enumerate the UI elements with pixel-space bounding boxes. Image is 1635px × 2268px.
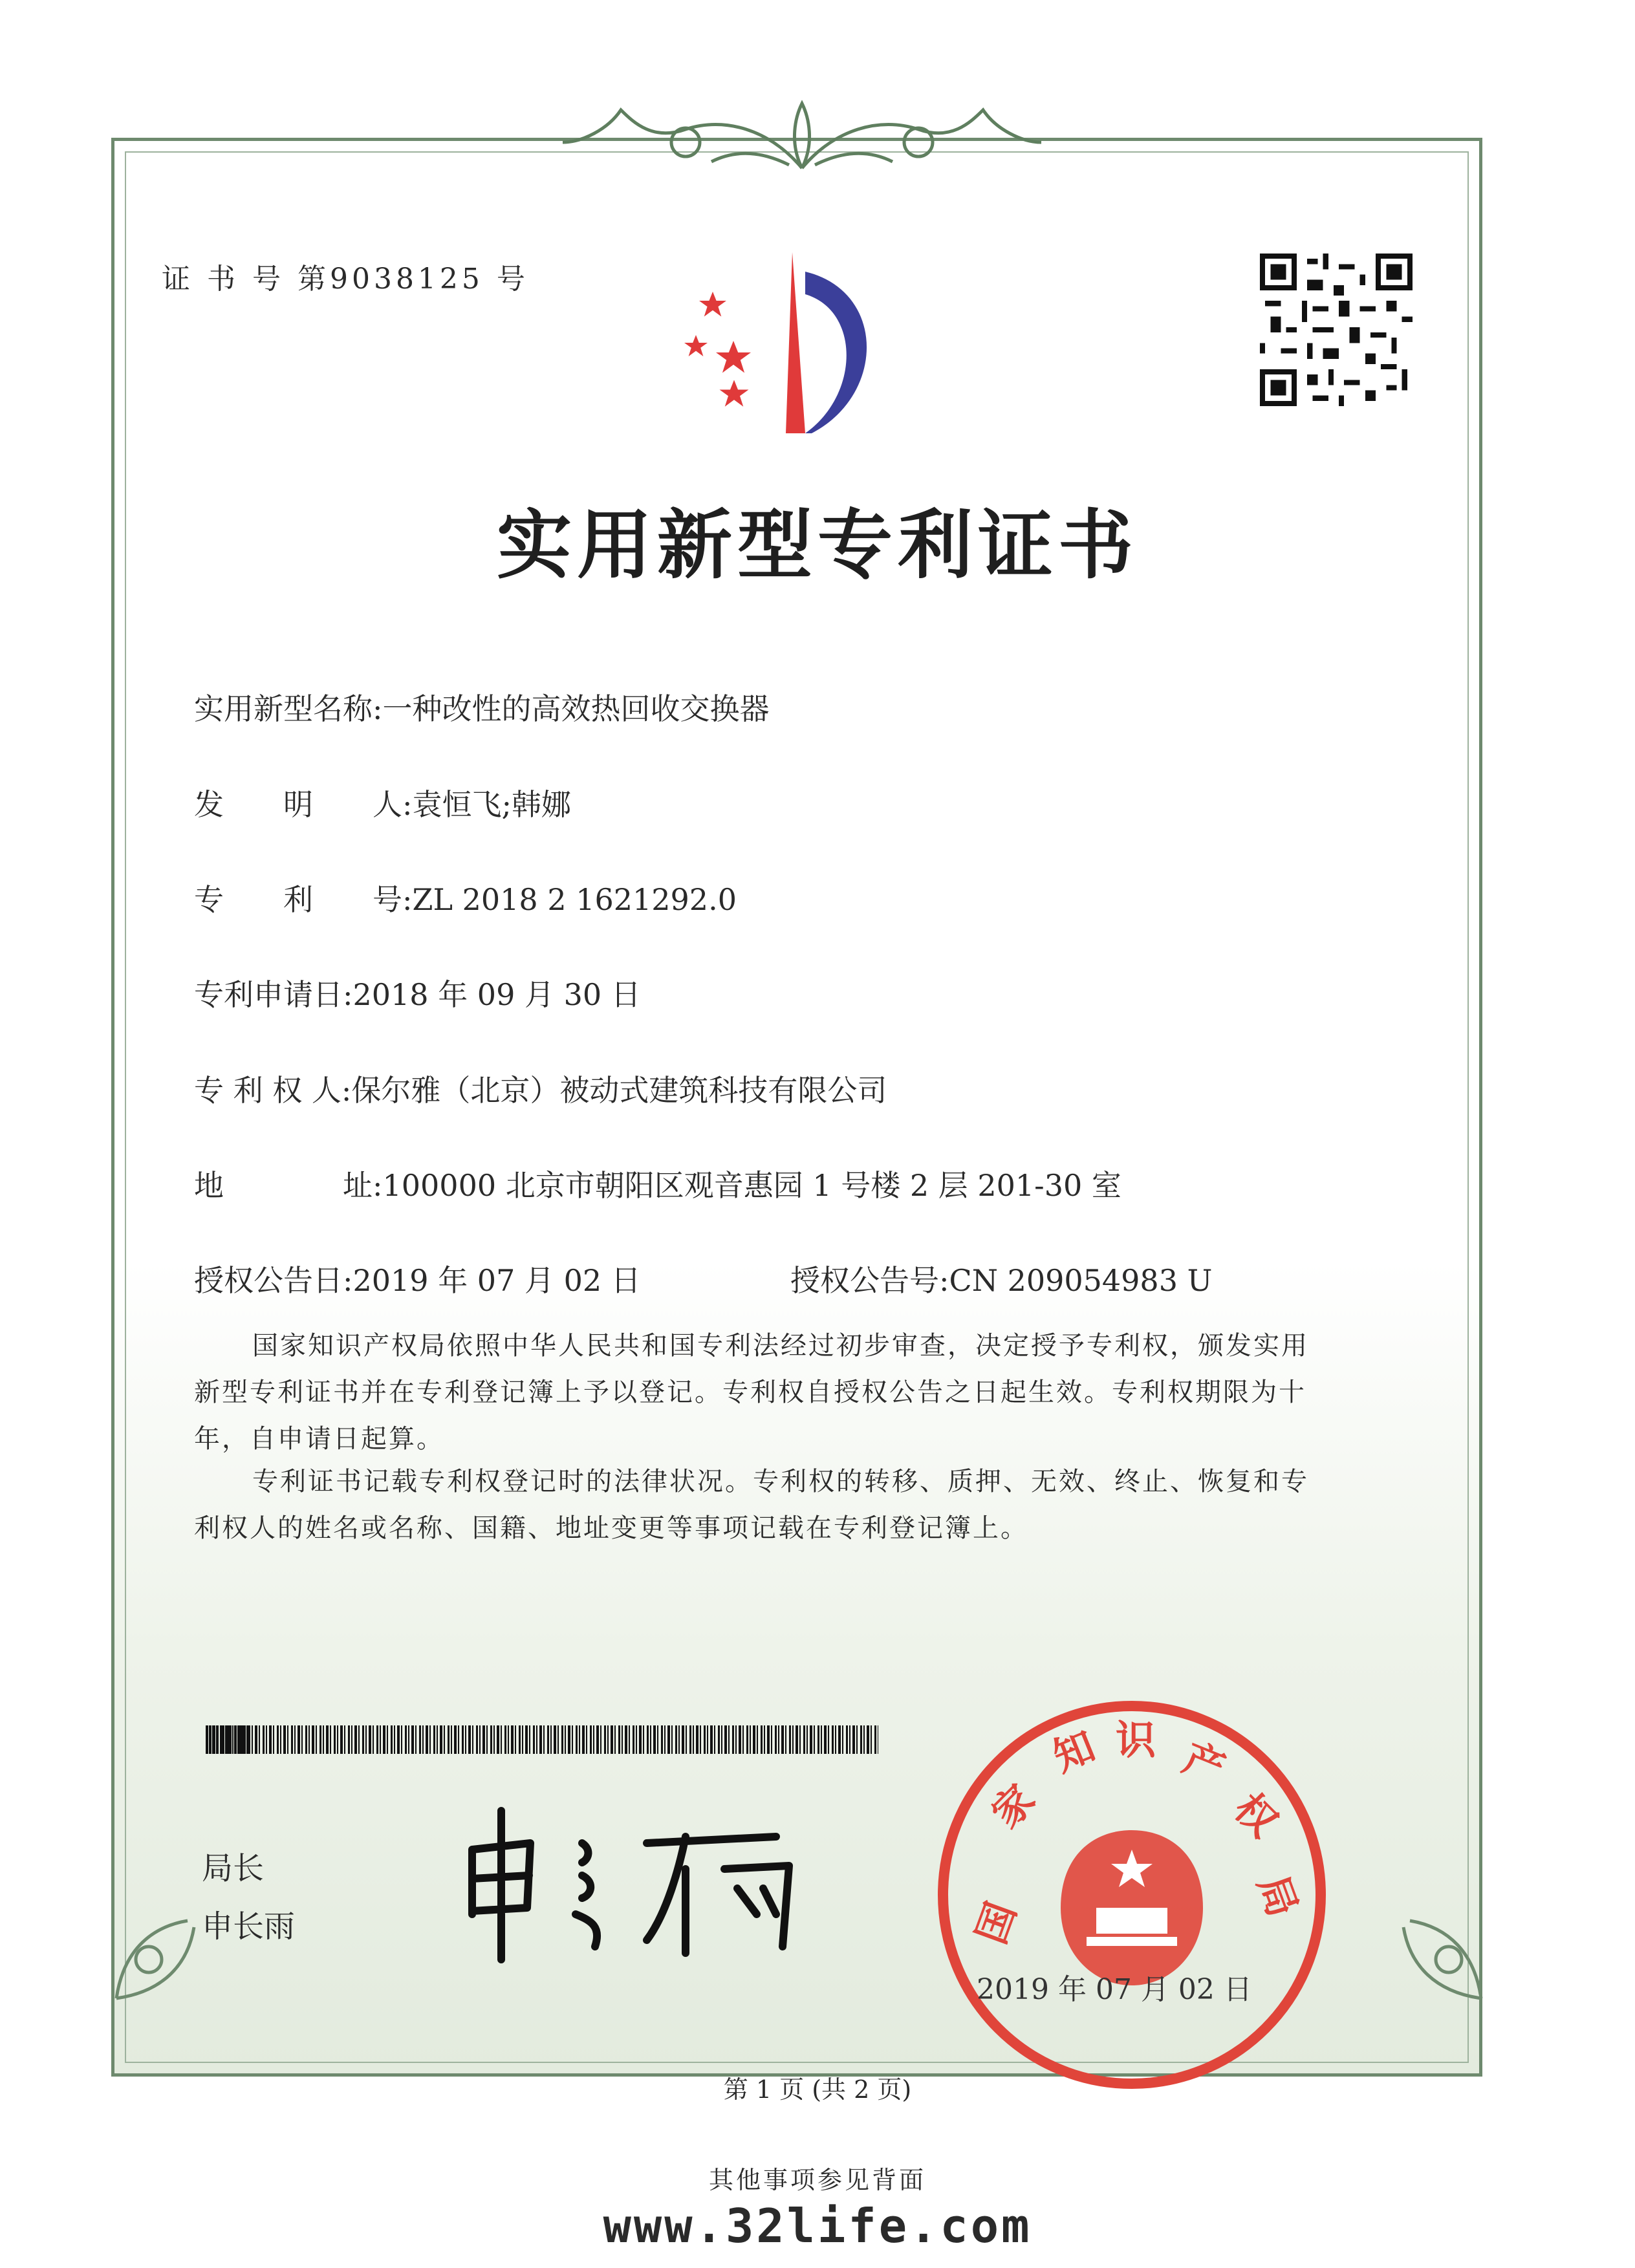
paragraph-line: 新型专利证书并在专利登记簿上予以登记。专利权自授权公告之日起生效。专利权期限为十 bbox=[194, 1377, 1306, 1407]
field-label: 专 利 号: bbox=[194, 882, 413, 917]
field-value: 一种改性的高效热回收交换器 bbox=[382, 691, 770, 726]
official-seal-icon bbox=[931, 1694, 1332, 2095]
application-date-row bbox=[194, 971, 641, 1014]
svg-text:局: 局 bbox=[1248, 1869, 1307, 1923]
paragraph-line: 年，自申请日起算。 bbox=[194, 1424, 444, 1454]
paragraph-line: 专利证书记载专利权登记时的法律状况。专利权的转移、质押、无效、终止、恢复和专 bbox=[252, 1467, 1309, 1496]
website-watermark[interactable]: www.32life.com bbox=[603, 2199, 1032, 2253]
field-label: 实用新型名称: bbox=[194, 691, 383, 726]
corner-ornament-icon bbox=[1358, 1875, 1488, 2005]
field-value: 袁恒飞;韩娜 bbox=[412, 787, 571, 822]
field-label: 授权公告日: bbox=[194, 1263, 353, 1298]
field-value: 2019 年 07 月 02 日 bbox=[352, 1263, 641, 1298]
svg-text:权: 权 bbox=[1225, 1784, 1287, 1846]
director-title: 局长 bbox=[202, 1850, 265, 1886]
svg-text:家: 家 bbox=[982, 1775, 1045, 1837]
paragraph-line: 国家知识产权局依照中华人民共和国专利法经过初步审查，决定授予专利权，颁发实用 bbox=[252, 1331, 1309, 1361]
paragraph-line: 利权人的姓名或名称、国籍、地址变更等事项记载在专利登记簿上。 bbox=[194, 1513, 1028, 1543]
field-label: 专 利 权 人: bbox=[194, 1073, 352, 1108]
director-name: 申长雨 bbox=[202, 1908, 296, 1945]
barcode-icon bbox=[206, 1725, 878, 1754]
svg-text:国: 国 bbox=[967, 1895, 1026, 1950]
field-value: 2018 年 09 月 30 日 bbox=[352, 977, 641, 1012]
field-label: 授权公告号: bbox=[790, 1263, 949, 1298]
utility-model-name-row bbox=[194, 686, 770, 728]
field-label: 地 址: bbox=[194, 1168, 383, 1203]
field-label: 发 明 人: bbox=[194, 787, 413, 822]
statement-paragraph-1 bbox=[194, 1323, 1391, 1462]
field-value: 100000 北京市朝阳区观音惠园 1 号楼 2 层 201-30 室 bbox=[382, 1168, 1121, 1203]
field-label: 专利申请日: bbox=[194, 977, 353, 1012]
svg-text:识: 识 bbox=[1116, 1716, 1156, 1764]
director-signature-icon bbox=[453, 1798, 815, 1966]
certificate-number: 证 书 号 第9038125 号 bbox=[162, 263, 529, 296]
grant-date-row bbox=[194, 1257, 641, 1300]
address-row bbox=[194, 1162, 1121, 1205]
statement-paragraph-2 bbox=[194, 1458, 1391, 1551]
qr-code-icon[interactable] bbox=[1260, 254, 1413, 406]
patentee-row bbox=[194, 1067, 887, 1110]
footer-note: 其他事项参见背面 bbox=[708, 2166, 926, 2194]
field-value: ZL 2018 2 1621292.0 bbox=[412, 882, 737, 917]
grant-number-row bbox=[790, 1257, 1212, 1300]
field-value: CN 209054983 U bbox=[949, 1263, 1213, 1298]
svg-text:知: 知 bbox=[1046, 1722, 1102, 1781]
certificate-title: 实用新型专利证书 bbox=[497, 501, 1138, 589]
field-value: 保尔雅（北京）被动式建筑科技有限公司 bbox=[351, 1073, 887, 1108]
seal-date: 2019 年 07 月 02 日 bbox=[977, 1973, 1252, 2006]
svg-text:产: 产 bbox=[1176, 1734, 1232, 1793]
patent-number-row bbox=[194, 876, 737, 919]
page-indicator: 第 1 页 (共 2 页) bbox=[723, 2075, 912, 2104]
top-ornament-icon bbox=[556, 91, 1048, 181]
inventor-row bbox=[194, 781, 571, 824]
patent-office-logo-icon bbox=[673, 246, 918, 440]
